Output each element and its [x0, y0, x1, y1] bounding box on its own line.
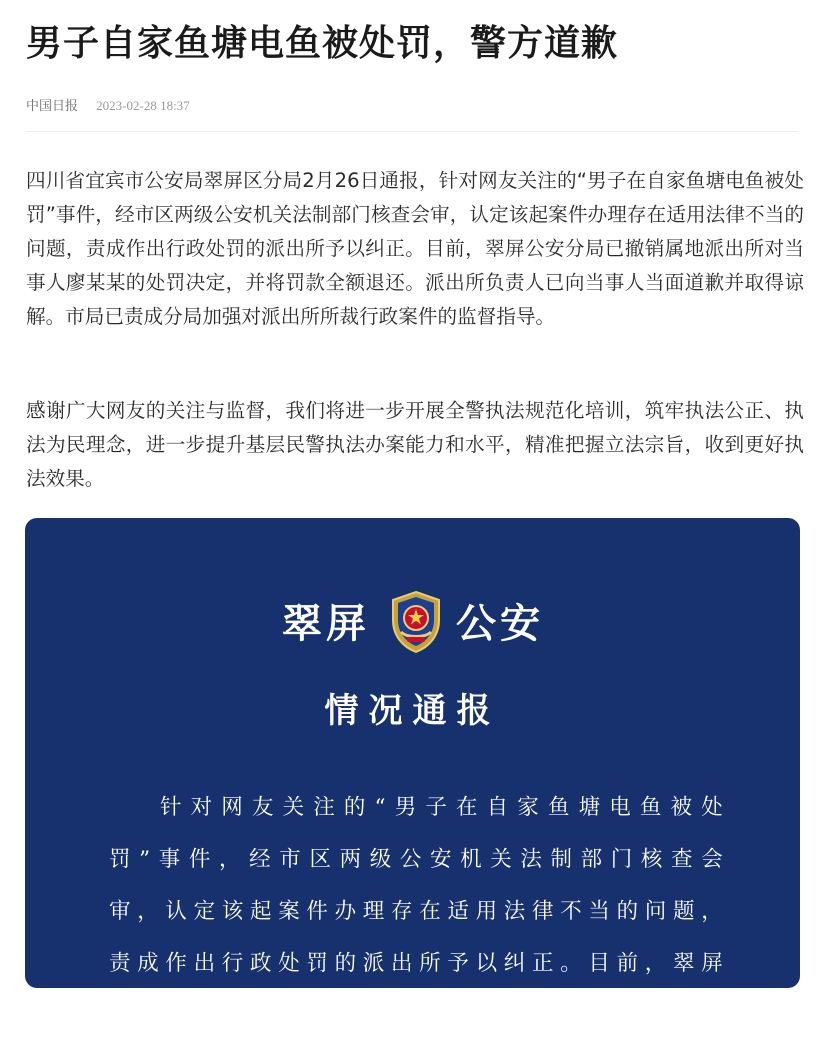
article-paragraph-1: 四川省宜宾市公安局翠屏区分局2月26日通报，针对网友关注的“男子在自家鱼塘电鱼被处罚”事件，经市区两级公安机关法制部门核查会审，认定该起案件办理存在适用法律不当的问题，责成作出行政处罚的派出所予以纠正。目前，翠屏公安分局已撤销属地派出所对当事人廖某某的处罚决定，并将罚款全额退还。派出所负责人已向当事人当面道歉并取得谅解。市局已责成分局加强对派出所所裁行政案件的监督指导。 [26, 169, 804, 328]
article-meta [26, 96, 190, 117]
article-source[interactable]: 中国日报 [26, 99, 79, 114]
article-title: 男子自家鱼塘电鱼被处罚，警方道歉 [26, 23, 619, 64]
meta-divider [26, 131, 798, 132]
article-paragraph-2: 感谢广大网友的关注与监督，我们将进一步开展全警执法规范化培训，筑牢执法公正、执法为民理念，进一步提升基层民警执法办案能力和水平，精准把握立法宗旨，收到更好执法效果。 [26, 399, 804, 490]
notice-title: 情况通报 [324, 691, 501, 731]
police-emblem-icon [387, 590, 445, 654]
notice-body-text: 针对网友关注的“男子在自家鱼塘电鱼被处罚”事件，经市区两级公安机关法制部门核查会审，认定该起案件办理存在适用法律不当的问题，责成作出行政处罚的派出所予以纠正。目前，翠屏公安分 [109, 795, 729, 1028]
notice-brand-header [25, 590, 800, 660]
brand-name-left: 翠屏 [282, 600, 370, 647]
notice-image[interactable] [25, 518, 800, 1028]
brand-name-right: 公安 [456, 600, 544, 647]
article-datetime: 2023-02-28 18:37 [96, 98, 190, 113]
